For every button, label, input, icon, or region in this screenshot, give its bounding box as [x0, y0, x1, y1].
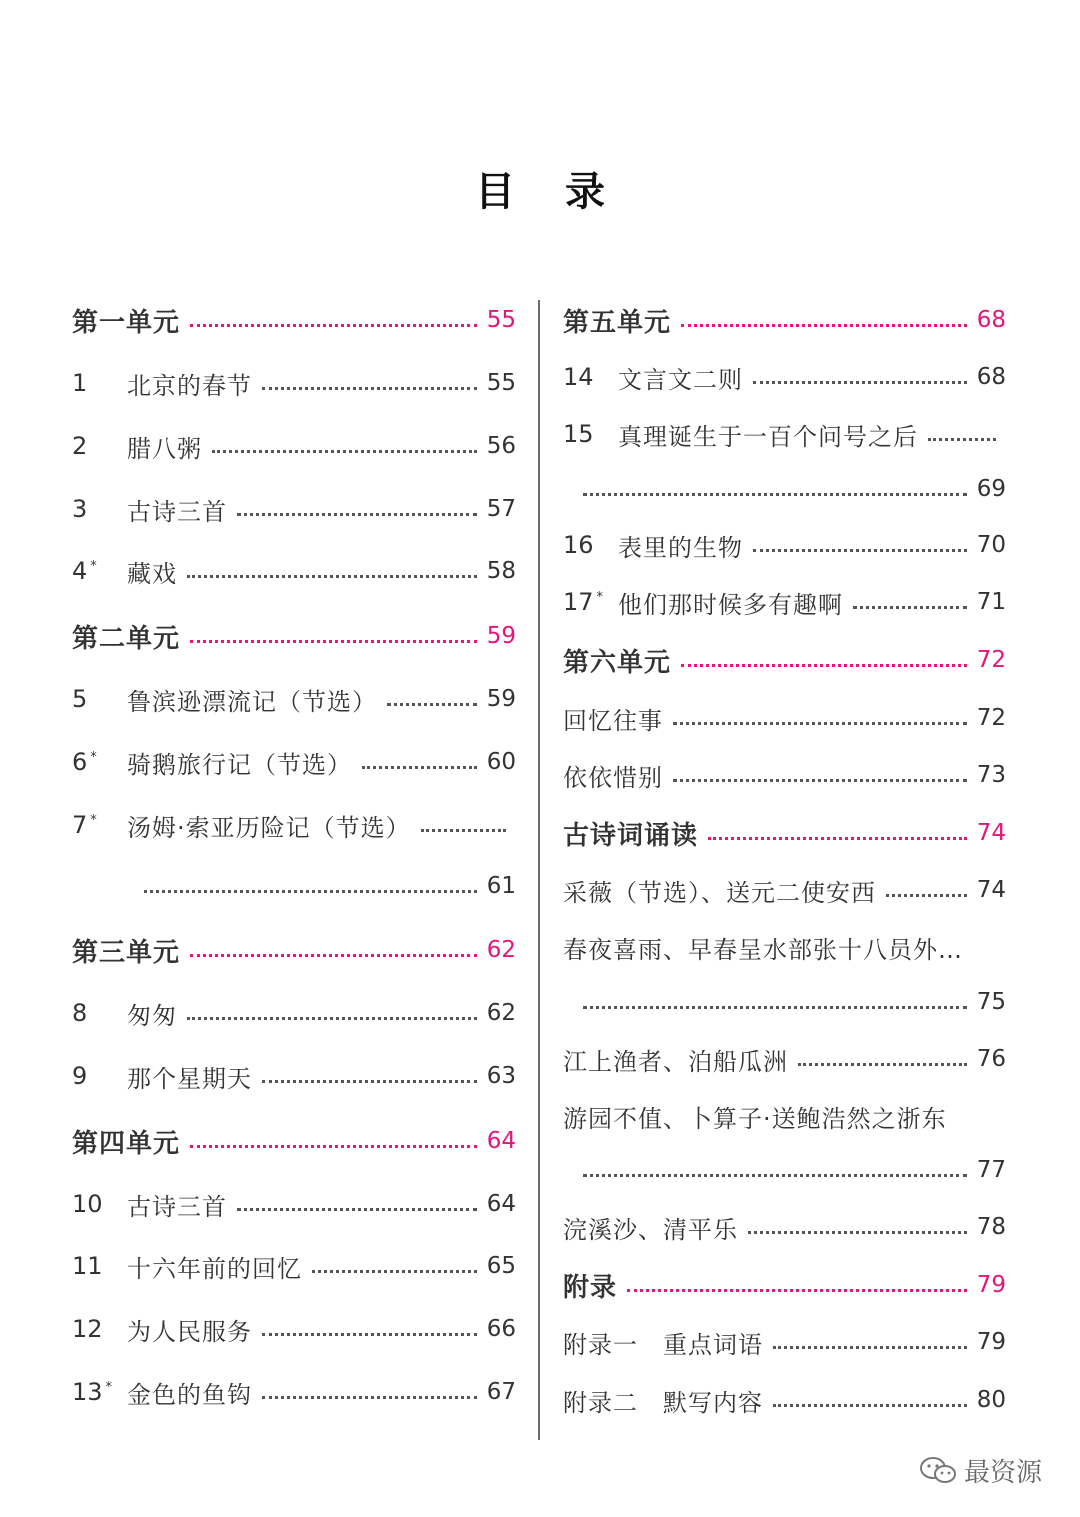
self-study-star-icon: * [105, 1380, 113, 1395]
lesson-title: 江上渔者、泊船瓜洲 [563, 1047, 788, 1076]
lesson-number: 4 * [72, 557, 97, 585]
lesson-number: 11 [72, 1252, 103, 1280]
lesson-title: 藏戏 [127, 559, 177, 588]
toc-entry[interactable] [563, 982, 1006, 1022]
toc-entry[interactable] [72, 551, 516, 591]
unit-title: 第五单元 [563, 307, 672, 338]
dot-leader [187, 1017, 477, 1020]
self-study-star-icon: * [90, 559, 97, 574]
dot-leader [262, 1333, 477, 1336]
page-number: 56 [486, 433, 516, 459]
toc-entry[interactable] [563, 698, 1006, 738]
toc-entry[interactable] [72, 1246, 516, 1286]
lesson-title: 十六年前的回忆 [127, 1254, 302, 1283]
dot-leader [312, 1270, 477, 1273]
toc-entry[interactable] [563, 414, 1006, 454]
dot-leader [673, 779, 967, 782]
toc-entry[interactable] [72, 1184, 516, 1224]
lesson-title: 附录一 重点词语 [563, 1330, 763, 1359]
lesson-title: 依依惜别 [563, 763, 663, 792]
page-number: 74 [976, 820, 1006, 846]
page-number: 61 [486, 873, 516, 899]
unit-title: 古诗词诵读 [563, 820, 699, 851]
toc-unit-heading[interactable] [563, 1265, 1006, 1305]
lesson-title: 腊八粥 [127, 434, 202, 463]
dot-leader [237, 1208, 477, 1211]
page-number: 63 [486, 1063, 516, 1089]
watermark [918, 1450, 1042, 1490]
lesson-number: 13 * [72, 1378, 113, 1406]
page-number: 62 [486, 1000, 516, 1026]
lesson-title: 他们那时候多有趣啊 [618, 590, 843, 619]
page-number: 62 [486, 937, 516, 963]
toc-entry[interactable] [563, 582, 1006, 622]
page-number: 79 [976, 1329, 1006, 1355]
page-number: 69 [976, 476, 1006, 502]
unit-title: 第二单元 [72, 623, 181, 654]
toc-entry[interactable] [563, 870, 1006, 910]
unit-title: 第一单元 [72, 307, 181, 338]
lesson-number: 2 [72, 432, 88, 460]
lesson-title: 游园不值、卜算子·送鲍浩然之浙东 [563, 1104, 947, 1133]
page-number: 79 [976, 1272, 1006, 1298]
lesson-number: 17 * [563, 588, 604, 616]
lesson-title: 古诗三首 [127, 1192, 227, 1221]
page-number: 55 [486, 370, 516, 396]
dot-leader [387, 703, 477, 706]
lesson-number: 16 [563, 531, 594, 559]
toc-entry[interactable] [563, 525, 1006, 565]
lesson-number: 14 [563, 363, 594, 391]
page-number: 72 [976, 647, 1006, 673]
unit-title: 第三单元 [72, 937, 181, 968]
lesson-title: 文言文二则 [618, 365, 743, 394]
dot-leader [583, 493, 967, 496]
toc-entry[interactable] [563, 927, 1006, 967]
page-number: 80 [976, 1387, 1006, 1413]
page-number: 77 [976, 1157, 1006, 1183]
toc-entry[interactable] [72, 742, 516, 782]
dot-leader [362, 766, 477, 769]
toc-entry[interactable] [563, 755, 1006, 795]
toc-entry[interactable] [72, 1309, 516, 1349]
dot-leader [798, 1063, 967, 1066]
toc-entry[interactable] [72, 1056, 516, 1096]
lesson-number: 1 [72, 369, 88, 397]
dot-leader [212, 450, 477, 453]
toc-entry[interactable] [72, 805, 516, 845]
lesson-title: 真理诞生于一百个问号之后 [618, 422, 918, 451]
self-study-star-icon: * [90, 813, 97, 828]
lesson-title: 春夜喜雨、早春呈水部张十八员外… [563, 935, 963, 964]
toc-entry[interactable] [563, 1322, 1006, 1362]
lesson-number: 5 [72, 685, 88, 713]
page-number: 70 [976, 532, 1006, 558]
unit-title: 第六单元 [563, 647, 672, 678]
page-number: 67 [486, 1379, 516, 1405]
unit-title: 附录 [563, 1272, 618, 1303]
dot-leader [773, 1346, 967, 1349]
dot-leader [190, 954, 477, 957]
page-number: 68 [976, 307, 1006, 333]
toc-entry[interactable] [563, 469, 1006, 509]
page-number: 60 [486, 749, 516, 775]
watermark-text: 最资源 [964, 1457, 1043, 1488]
unit-title: 第四单元 [72, 1128, 181, 1159]
dot-leader [708, 837, 967, 840]
toc-unit-heading[interactable] [72, 930, 516, 970]
page-number: 59 [486, 686, 516, 712]
toc-entry[interactable] [72, 866, 516, 906]
toc-entry[interactable] [72, 1372, 516, 1412]
title-char-2: 录 [565, 169, 605, 215]
page-number: 64 [486, 1128, 516, 1154]
toc-unit-heading[interactable] [72, 1121, 516, 1161]
lesson-number: 8 [72, 999, 88, 1027]
lesson-title: 古诗三首 [127, 497, 227, 526]
lesson-number: 10 [72, 1190, 103, 1218]
dot-leader [144, 890, 477, 893]
page-number: 71 [976, 589, 1006, 615]
dot-leader [753, 549, 967, 552]
lesson-title: 附录二 默写内容 [563, 1388, 763, 1417]
dot-leader [421, 829, 506, 832]
lesson-title: 匆匆 [127, 1001, 177, 1030]
page-number: 75 [976, 989, 1006, 1015]
dot-leader [190, 640, 477, 643]
page-number: 57 [486, 496, 516, 522]
lesson-number: 15 [563, 420, 594, 448]
lesson-title: 那个星期天 [127, 1064, 252, 1093]
dot-leader [886, 894, 967, 897]
page-number: 76 [976, 1046, 1006, 1072]
page-number: 68 [976, 364, 1006, 390]
lesson-title: 采薇（节选）、送元二使安西 [563, 878, 876, 907]
lesson-number: 9 [72, 1062, 88, 1090]
toc-entry[interactable] [72, 489, 516, 529]
lesson-title: 骑鹅旅行记（节选） [127, 750, 352, 779]
page-number: 55 [486, 307, 516, 333]
page-number: 65 [486, 1253, 516, 1279]
dot-leader [753, 381, 967, 384]
toc-entry[interactable] [72, 679, 516, 719]
dot-leader [928, 438, 996, 441]
toc-unit-heading[interactable] [563, 300, 1006, 340]
wechat-icon [918, 1455, 958, 1485]
dot-leader [187, 575, 477, 578]
toc-unit-heading[interactable] [563, 640, 1006, 680]
dot-leader [190, 1145, 477, 1148]
page-number: 64 [486, 1191, 516, 1217]
page-number: 78 [976, 1214, 1006, 1240]
dot-leader [262, 1396, 477, 1399]
dot-leader [681, 324, 967, 327]
dot-leader [583, 1006, 967, 1009]
page-number: 66 [486, 1316, 516, 1342]
column-divider [538, 300, 540, 1440]
page-number: 73 [976, 762, 1006, 788]
title-char-1: 目 [475, 169, 515, 215]
dot-leader [583, 1174, 967, 1177]
dot-leader [773, 1404, 967, 1407]
toc-entry[interactable] [563, 1150, 1006, 1190]
toc-entry[interactable] [563, 1380, 1006, 1420]
lesson-number: 6 * [72, 748, 97, 776]
toc-entry[interactable] [72, 426, 516, 466]
dot-leader [627, 1289, 967, 1292]
toc-entry[interactable] [563, 1096, 1006, 1136]
toc-unit-heading[interactable] [563, 813, 1006, 853]
lesson-title: 表里的生物 [618, 533, 743, 562]
lesson-title: 汤姆·索亚历险记（节选） [127, 813, 411, 842]
lesson-number: 7 * [72, 811, 97, 839]
toc-entry[interactable] [563, 1207, 1006, 1247]
page-number: 74 [976, 877, 1006, 903]
dot-leader [681, 664, 967, 667]
dot-leader [262, 1080, 477, 1083]
lesson-title: 回忆往事 [563, 706, 663, 735]
toc-unit-heading[interactable] [72, 300, 516, 340]
lesson-title: 为人民服务 [127, 1317, 252, 1346]
lesson-number: 3 [72, 495, 88, 523]
lesson-title: 金色的鱼钩 [127, 1380, 252, 1409]
dot-leader [190, 324, 477, 327]
lesson-number: 12 [72, 1315, 103, 1343]
toc-entry[interactable] [72, 363, 516, 403]
dot-leader [853, 606, 967, 609]
toc-entry[interactable] [563, 1039, 1006, 1079]
page-number: 72 [976, 705, 1006, 731]
toc-entry[interactable] [72, 993, 516, 1033]
self-study-star-icon: * [90, 750, 97, 765]
lesson-title: 鲁滨逊漂流记（节选） [127, 687, 377, 716]
self-study-star-icon: * [596, 590, 604, 605]
lesson-title: 北京的春节 [127, 371, 252, 400]
page-number: 58 [486, 558, 516, 584]
toc-unit-heading[interactable] [72, 616, 516, 656]
dot-leader [262, 387, 477, 390]
dot-leader [748, 1231, 967, 1234]
lesson-title: 浣溪沙、清平乐 [563, 1215, 738, 1244]
page-title [0, 160, 1080, 220]
dot-leader [237, 513, 477, 516]
toc-entry[interactable] [563, 357, 1006, 397]
dot-leader [673, 722, 967, 725]
page-number: 59 [486, 623, 516, 649]
